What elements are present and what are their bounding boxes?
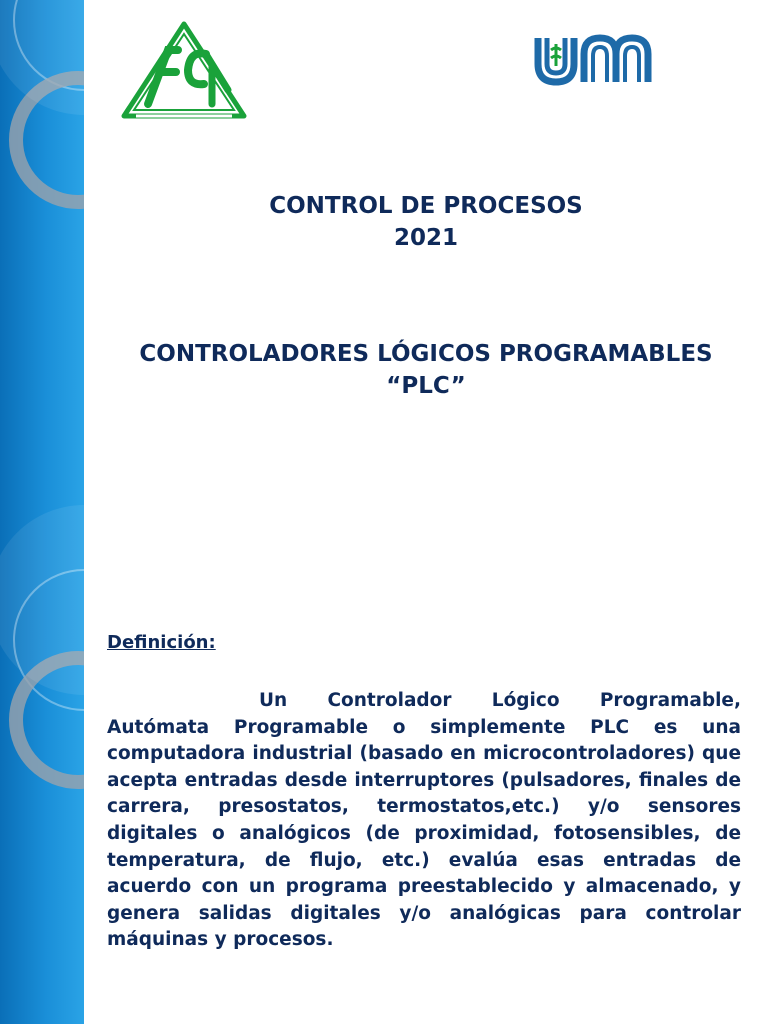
course-title-line: CONTROL DE PROCESOS — [269, 193, 583, 219]
topic-title — [84, 338, 768, 402]
definition-text: Un Controlador Lógico Programable, Autómata Programable o simplemente PLC es una computadora industrial (basado en microcontroladores) que acepta entradas desde interruptores (pulsadores, finales de carrera, presostatos, termostatos,etc.) y/o sensores digitales o analógicos (de proximidad, fotosensibles, de temperatura, de flujo, etc.) evalúa esas entradas de acuerdo con un programa preestablecido y almacenado, y genera salidas digitales y/o analógicas para controlar máquinas y procesos. — [107, 690, 741, 951]
um-logo — [530, 28, 660, 88]
course-title — [84, 190, 768, 254]
topic-acronym: “PLC” — [386, 373, 466, 399]
decorative-circles — [0, 0, 84, 1024]
decorative-side-panel — [0, 0, 84, 1024]
definition-label: Definición: — [107, 632, 216, 653]
ecn-logo — [118, 20, 250, 126]
course-year: 2021 — [393, 225, 458, 251]
topic-title-line: CONTROLADORES LÓGICOS PROGRAMABLES — [139, 341, 713, 367]
